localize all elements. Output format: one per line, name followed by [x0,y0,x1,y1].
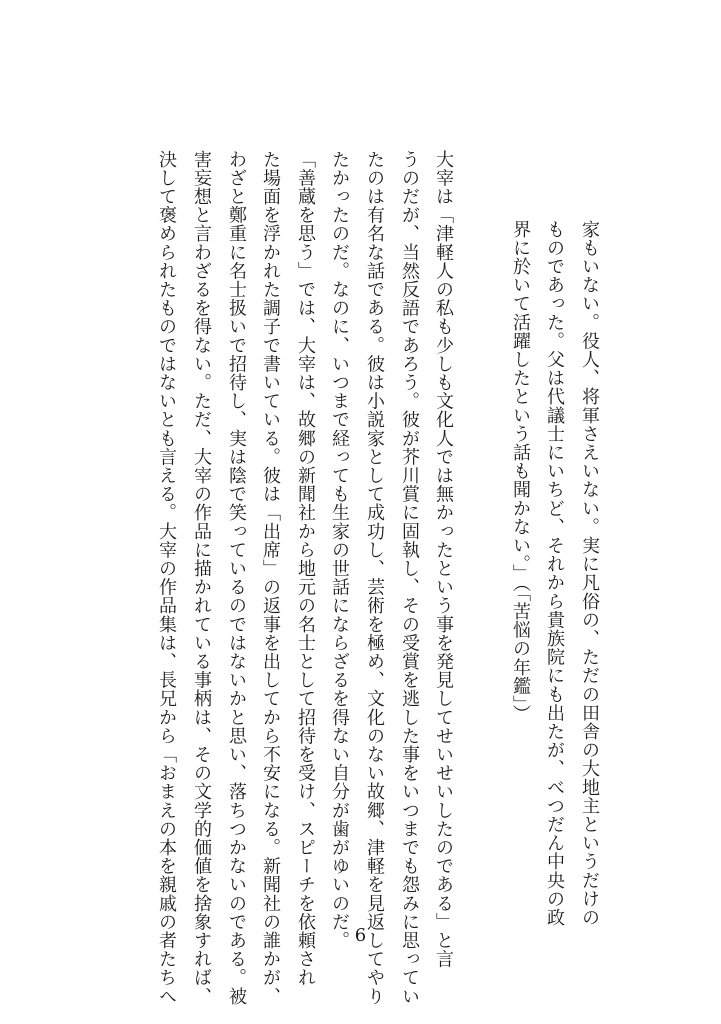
body-line: た場面を浮かれた調子で書いている。彼は「出席」の返事を出してから不安になる。新聞社の誰かが、 [260,150,281,1006]
quote-line: ものであった。父は代議士にいちど、それから貴族院にも出たが、べつだん中央の政 [544,220,565,927]
body-line: 決して褒められたものではないとも言える。大宰の作品集は、長兄から「おまえの本を親戚の者たちへ [156,150,177,1006]
quote-line: 界に於いて活躍したという話も聞かない。」（「苦悩の年鑑」） [510,220,531,724]
body-line: たのは有名な話である。彼は小説家として成功し、芸術を極め、文化のない故郷、津軽を見返してやり [364,150,385,1006]
body-line: たかったのだ。なのに、いつまで経っても生家の世話にならざるを得ない自分が歯がゆいのだ。 [329,150,350,950]
page-number: 6 [354,925,367,946]
quote-line: 家もいない。役人、将軍さえいない。実に凡俗の、ただの田舎の大地主というだけの [579,220,600,927]
body-line: 害妄想と言わざるを得ない。ただ、大宰の作品に描かれている事柄は、その文学的価値を捨象すれば、 [191,150,212,1006]
body-line: 大宰は「津軽人の私も少しも文化人では無かったという事を発見してせいせいしたのである」と言 [433,150,454,969]
body-line: うのだが、当然反語であろう。彼が芥川賞に固執し、その受賞を逃した事をいつまでも怨みに思ってい [399,150,420,1006]
body-line: わざと鄭重に名士扱いで招待し、実は陰で笑っているのではないかと思い、落ちつかないのである。被 [226,150,247,1006]
body-line: 「善蔵を思う」では、大宰は、故郷の新聞社から地元の名士として招待を受け、スピーチを依頼され [295,150,316,987]
